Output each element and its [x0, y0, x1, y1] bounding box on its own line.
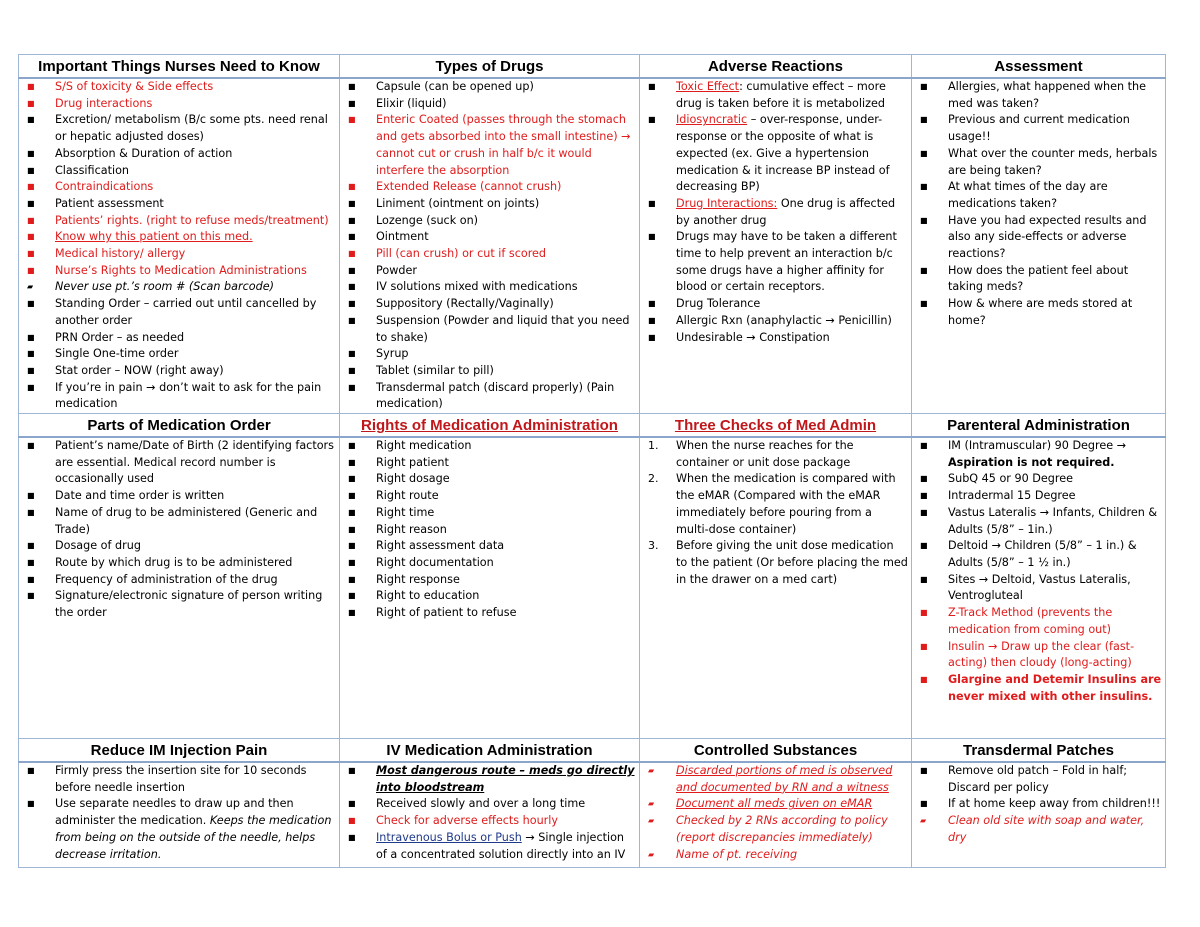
list-item: ■ Insulin → Draw up the clear (fast-acting) then cloudy (long-acting)	[920, 639, 1135, 670]
list-item: ■ Drug interactions	[25, 96, 336, 113]
square-bullet-icon: ■	[348, 474, 356, 484]
header-adverse-reactions: Adverse Reactions	[640, 55, 912, 79]
cell-parenteral	[912, 437, 1166, 739]
square-bullet-icon: ■	[348, 265, 356, 275]
iv-bolus-link[interactable]: Intravenous Bolus or Push	[376, 830, 522, 844]
content-row-1	[19, 78, 1166, 414]
list-item: ■ Excretion/ metabolism (B/c some pts. need renal or hepatic adjusted doses)	[27, 113, 328, 144]
cell-controlled-substances	[640, 762, 912, 868]
square-bullet-icon: ■	[27, 574, 35, 584]
list-item: ■ How & where are meds stored at home?	[920, 297, 1133, 327]
list-item: ■ Standing Order – carried out until cancelled by another order	[27, 297, 317, 327]
list-item: ■ Enteric Coated (passes through the stomach and gets absorbed into the small intestine) → cannot cut or crush in half b/c it would interfere the absorption	[348, 113, 631, 177]
square-bullet-icon: ■	[27, 799, 35, 809]
square-bullet-icon: ■	[348, 457, 356, 467]
list-item: ■ Nurse’s Rights to Medication Administrations	[25, 263, 336, 280]
square-bullet-icon: ■	[920, 441, 928, 451]
square-bullet-icon: ■	[920, 148, 928, 158]
list-item: ■ Absorption & Duration of action	[25, 146, 336, 163]
list-item: ■ Right dosage	[346, 471, 636, 488]
important-list	[25, 79, 336, 413]
list-item: ■ Route by which drug is to be administered	[25, 555, 336, 572]
list-item: ■ Right to education	[346, 588, 636, 605]
header-assessment: Assessment	[912, 55, 1166, 79]
header-parenteral-administration: Parenteral Administration	[912, 414, 1166, 438]
square-bullet-icon: ■	[27, 332, 35, 342]
iv-list	[346, 763, 636, 863]
list-item: ■ Right medication	[346, 438, 636, 455]
square-bullet-icon: ■	[920, 766, 928, 776]
italic-bullet-icon: ▰	[648, 849, 655, 859]
square-bullet-icon: ■	[27, 232, 35, 242]
square-bullet-icon: ■	[348, 799, 356, 809]
header-types-of-drugs: Types of Drugs	[340, 55, 640, 79]
patches-list	[918, 763, 1162, 847]
square-bullet-icon: ■	[920, 182, 928, 192]
header-important-things: Important Things Nurses Need to Know	[19, 55, 340, 79]
cell-assessment	[912, 78, 1166, 414]
square-bullet-icon: ■	[648, 332, 656, 342]
header-transdermal-patches: Transdermal Patches	[912, 739, 1166, 763]
list-item: ■ Right reason	[346, 522, 636, 539]
square-bullet-icon: ■	[348, 832, 356, 842]
square-bullet-icon: ■	[348, 382, 356, 392]
list-number: 1.	[648, 439, 659, 453]
list-item: ■ Stat order – NOW (right away)	[25, 363, 336, 380]
square-bullet-icon: ■	[27, 349, 35, 359]
list-item: ■ Patient assessment	[25, 196, 336, 213]
square-bullet-icon: ■	[920, 299, 928, 309]
square-bullet-icon: ■	[27, 115, 35, 125]
list-item: ■ Undesirable → Constipation	[646, 330, 908, 347]
header-rights-of-medication-administration: Rights of Medication Administration	[340, 414, 640, 438]
list-item: ■ Transdermal patch (discard properly) (Pain medication)	[348, 380, 615, 411]
list-item: ■ Name of drug to be administered (Generic and Trade)	[27, 505, 318, 536]
square-bullet-icon: ■	[348, 766, 356, 776]
square-bullet-icon: ■	[348, 608, 356, 618]
list-item: ■ Liniment (ointment on joints)	[346, 196, 636, 213]
italic-bullet-icon: ▰	[27, 282, 34, 292]
list-item: ■ Signature/electronic signature of person writing the order	[27, 589, 323, 620]
list-item: ■ Right time	[346, 505, 636, 522]
square-bullet-icon: ■	[27, 182, 35, 192]
square-bullet-icon: ■	[348, 282, 356, 292]
square-bullet-icon: ■	[348, 82, 356, 91]
square-bullet-icon: ■	[920, 491, 928, 501]
square-bullet-icon: ■	[648, 115, 656, 125]
square-bullet-icon: ■	[920, 265, 928, 275]
list-item: ■ Right route	[346, 488, 636, 505]
list-item: ■ Elixir (liquid)	[346, 96, 636, 113]
square-bullet-icon: ■	[920, 799, 928, 809]
cell-important-things	[19, 78, 340, 414]
square-bullet-icon: ■	[27, 265, 35, 275]
list-item: ■ Received slowly and over a long time	[346, 796, 636, 813]
square-bullet-icon: ■	[27, 82, 35, 91]
square-bullet-icon: ■	[27, 541, 35, 551]
list-item: ■ Tablet (similar to pill)	[346, 363, 636, 380]
square-bullet-icon: ■	[920, 82, 928, 91]
checks-list	[646, 438, 908, 588]
italic-bullet-icon: ▰	[648, 799, 655, 809]
italic-bullet-icon: ▰	[648, 816, 655, 826]
square-bullet-icon: ■	[27, 148, 35, 158]
list-item: ■ Right patient	[346, 455, 636, 472]
list-item: ■ Suspension (Powder and liquid that you need to shake)	[348, 313, 630, 344]
list-item: ■ Check for adverse effects hourly	[346, 813, 636, 830]
cell-parts-of-order	[19, 437, 340, 739]
square-bullet-icon: ■	[920, 574, 928, 584]
list-item: ■ What over the counter meds, herbals are being taken?	[920, 146, 1158, 177]
list-item: ■ Previous and current medication usage!!	[920, 113, 1130, 144]
list-item: ■ Drug Interactions: One drug is affected by another drug	[648, 196, 896, 227]
list-item: ■ Drugs may have to be taken a different time to help prevent an interaction b/c some drugs have a higher affinity for blood or certain receptors.	[648, 230, 897, 294]
cell-types-of-drugs	[340, 78, 640, 414]
square-bullet-icon: ■	[27, 441, 35, 451]
square-bullet-icon: ■	[348, 524, 356, 534]
list-item: ■ Intravenous Bolus or Push → Single injection of a concentrated solution directly into an IV	[348, 830, 626, 861]
square-bullet-icon: ■	[648, 198, 656, 208]
list-item: ■ Glargine and Detemir Insulins are never mixed with other insulins.	[920, 672, 1162, 703]
square-bullet-icon: ■	[648, 315, 656, 325]
list-item: ■ IM (Intramuscular) 90 Degree → Aspiration is not required.	[920, 439, 1127, 469]
controlled-list	[646, 763, 908, 863]
square-bullet-icon: ■	[648, 232, 656, 242]
list-item: ■ Right response	[346, 572, 636, 589]
square-bullet-icon: ■	[348, 182, 356, 192]
square-bullet-icon: ■	[348, 315, 356, 325]
square-bullet-icon: ■	[920, 641, 928, 651]
header-row-2	[19, 414, 1166, 438]
content-row-2	[19, 437, 1166, 739]
cell-transdermal-patches	[912, 762, 1166, 868]
adverse-list	[646, 79, 908, 346]
square-bullet-icon: ■	[348, 299, 356, 309]
content-row-3	[19, 762, 1166, 868]
square-bullet-icon: ■	[648, 299, 656, 309]
list-item: ■ Drug Tolerance	[646, 296, 908, 313]
list-item: ■ Z-Track Method (prevents the medication from coming out)	[920, 606, 1113, 636]
list-item: ■ Powder	[346, 263, 636, 280]
square-bullet-icon: ■	[27, 766, 35, 776]
list-item: ▰ Clean old site with soap and water, dry	[920, 814, 1145, 844]
list-item: ■ S/S of toxicity & Side effects	[25, 79, 336, 96]
list-item: ■ Intradermal 15 Degree	[918, 488, 1162, 505]
list-item: ▰ Checked by 2 RNs according to policy (report discrepancies immediately)	[648, 814, 888, 844]
square-bullet-icon: ■	[348, 249, 356, 259]
list-item: ■ At what times of the day are medications taken?	[920, 180, 1108, 210]
rights-list	[346, 438, 636, 622]
list-item: ■ Classification	[25, 163, 336, 180]
list-item: ▰ Document all meds given on eMAR	[646, 796, 908, 813]
square-bullet-icon: ■	[348, 591, 356, 601]
square-bullet-icon: ■	[920, 215, 928, 225]
list-item: ■ SubQ 45 or 90 Degree	[918, 471, 1162, 488]
cell-iv-administration	[340, 762, 640, 868]
list-item: ■ Extended Release (cannot crush)	[346, 179, 636, 196]
square-bullet-icon: ■	[348, 441, 356, 451]
square-bullet-icon: ■	[648, 82, 656, 91]
list-item: ■ Ointment	[346, 229, 636, 246]
list-item: ■ Lozenge (suck on)	[346, 213, 636, 230]
list-number: 3.	[648, 539, 659, 553]
square-bullet-icon: ■	[27, 557, 35, 567]
header-row-3	[19, 739, 1166, 763]
italic-bullet-icon: ▰	[648, 766, 655, 776]
square-bullet-icon: ■	[27, 215, 35, 225]
square-bullet-icon: ■	[920, 608, 928, 618]
list-item: ■ Single One-time order	[25, 346, 336, 363]
list-item: ■ Deltoid → Children (5/8” – 1 in.) & Adults (5/8” – 1 ½ in.)	[920, 539, 1137, 569]
square-bullet-icon: ■	[27, 198, 35, 208]
parts-list	[25, 438, 336, 622]
square-bullet-icon: ■	[348, 98, 356, 108]
square-bullet-icon: ■	[348, 215, 356, 225]
list-item: ■ Idiosyncratic – over-response, under-response or the opposite of what is expected (ex. Give a hypertension medication & it increase BP instead of decreasing BP)	[648, 113, 890, 194]
list-item: ■ Contraindications	[25, 179, 336, 196]
square-bullet-icon: ■	[348, 198, 356, 208]
list-item: ■ Right of patient to refuse	[346, 605, 636, 622]
cell-reduce-pain	[19, 762, 340, 868]
square-bullet-icon: ■	[348, 816, 356, 826]
square-bullet-icon: ■	[27, 382, 35, 392]
list-item: ■ IV solutions mixed with medications	[346, 279, 636, 296]
list-item: 1. When the nurse reaches for the container or unit dose package	[648, 439, 854, 469]
square-bullet-icon: ■	[348, 349, 356, 359]
list-item: ■ If you’re in pain → don’t wait to ask for the pain medication	[27, 380, 322, 411]
list-item: ■ Suppository (Rectally/Vaginally)	[346, 296, 636, 313]
list-item: ▰ Name of pt. receiving	[646, 847, 908, 864]
list-item: ■ Most dangerous route – meds go directly into bloodstream	[348, 764, 635, 794]
square-bullet-icon: ■	[348, 491, 356, 501]
cell-adverse-reactions	[640, 78, 912, 414]
medication-reference-sheet	[18, 54, 1165, 868]
header-iv-medication-administration: IV Medication Administration	[340, 739, 640, 763]
italic-bullet-icon: ▰	[920, 816, 927, 826]
square-bullet-icon: ■	[27, 491, 35, 501]
list-item: ■ Firmly press the insertion site for 10 seconds before needle insertion	[27, 764, 307, 794]
reference-table	[18, 54, 1166, 868]
list-item: ■ Allergies, what happened when the med was taken?	[920, 80, 1147, 110]
square-bullet-icon: ■	[920, 115, 928, 125]
list-item: ■ Have you had expected results and also any side-effects or adverse reactions?	[920, 213, 1147, 261]
square-bullet-icon: ■	[27, 165, 35, 175]
header-row-1	[19, 55, 1166, 79]
square-bullet-icon: ■	[27, 299, 35, 309]
drugs-list	[346, 79, 636, 413]
square-bullet-icon: ■	[348, 507, 356, 517]
list-item: ■ Toxic Effect: cumulative effect – more drug is taken before it is metabolized	[648, 80, 886, 110]
list-item: ■ Date and time order is written	[25, 488, 336, 505]
square-bullet-icon: ■	[920, 674, 928, 684]
list-item: ■ Know why this patient on this med.	[25, 229, 336, 246]
reduce-list	[25, 763, 336, 863]
list-item: ■ PRN Order – as needed	[25, 330, 336, 347]
list-item: ▰ Discarded portions of med is observed and documented by RN and a witness	[648, 764, 893, 794]
header-three-checks: Three Checks of Med Admin	[640, 414, 912, 438]
list-item: ■ If at home keep away from children!!!	[918, 796, 1162, 813]
list-item: 2. When the medication is compared with the eMAR (Compared with the eMAR immediately before pouring from a multi-dose container)	[648, 472, 896, 536]
header-controlled-substances: Controlled Substances	[640, 739, 912, 763]
list-item: ■ How does the patient feel about taking meds?	[920, 263, 1129, 294]
list-item: ■ Syrup	[346, 346, 636, 363]
assessment-list	[918, 79, 1162, 330]
square-bullet-icon: ■	[348, 574, 356, 584]
header-parts-of-medication-order: Parts of Medication Order	[19, 414, 340, 438]
list-item: ▰ Never use pt.’s room # (Scan barcode)	[25, 279, 336, 296]
list-item: ■ Right documentation	[346, 555, 636, 572]
list-item: ■ Remove old patch – Fold in half; Discard per policy	[920, 764, 1128, 794]
square-bullet-icon: ■	[348, 232, 356, 242]
list-item: ■ Pill (can crush) or cut if scored	[346, 246, 636, 263]
list-item: ■ Patients’ rights. (right to refuse meds/treatment)	[25, 213, 336, 230]
list-item: ■ Medical history/ allergy	[25, 246, 336, 263]
square-bullet-icon: ■	[920, 541, 928, 551]
square-bullet-icon: ■	[348, 115, 356, 125]
cell-three-checks	[640, 437, 912, 739]
square-bullet-icon: ■	[27, 591, 35, 601]
square-bullet-icon: ■	[27, 365, 35, 375]
list-item: ■ Patient’s name/Date of Birth (2 identifying factors are essential. Medical record number is occasionally used	[27, 439, 334, 486]
list-item: ■ Capsule (can be opened up)	[346, 79, 636, 96]
list-item: ■ Allergic Rxn (anaphylactic → Penicillin)	[646, 313, 908, 330]
square-bullet-icon: ■	[348, 557, 356, 567]
list-item: ■ Dosage of drug	[25, 538, 336, 555]
square-bullet-icon: ■	[920, 474, 928, 484]
square-bullet-icon: ■	[27, 507, 35, 517]
list-item: ■ Frequency of administration of the drug	[25, 572, 336, 589]
square-bullet-icon: ■	[27, 249, 35, 259]
list-item: 3. Before giving the unit dose medication to the patient (Or before placing the med in the drawer on a med cart)	[648, 539, 908, 586]
square-bullet-icon: ■	[348, 365, 356, 375]
header-reduce-im-injection-pain: Reduce IM Injection Pain	[19, 739, 340, 763]
list-number: 2.	[648, 472, 659, 486]
square-bullet-icon: ■	[920, 507, 928, 517]
square-bullet-icon: ■	[27, 98, 35, 108]
list-item: ■ Use separate needles to draw up and then administer the medication. Keeps the medication from being on the outside of the needle, helps decrease irritation.	[27, 797, 332, 861]
list-item: ■ Right assessment data	[346, 538, 636, 555]
parenteral-list	[918, 438, 1162, 705]
list-item: ■ Sites → Deltoid, Vastus Lateralis, Ventrogluteal	[920, 572, 1131, 603]
square-bullet-icon: ■	[348, 541, 356, 551]
cell-rights	[340, 437, 640, 739]
list-item: ■ Vastus Lateralis → Infants, Children & Adults (5/8” – 1in.)	[920, 505, 1158, 536]
